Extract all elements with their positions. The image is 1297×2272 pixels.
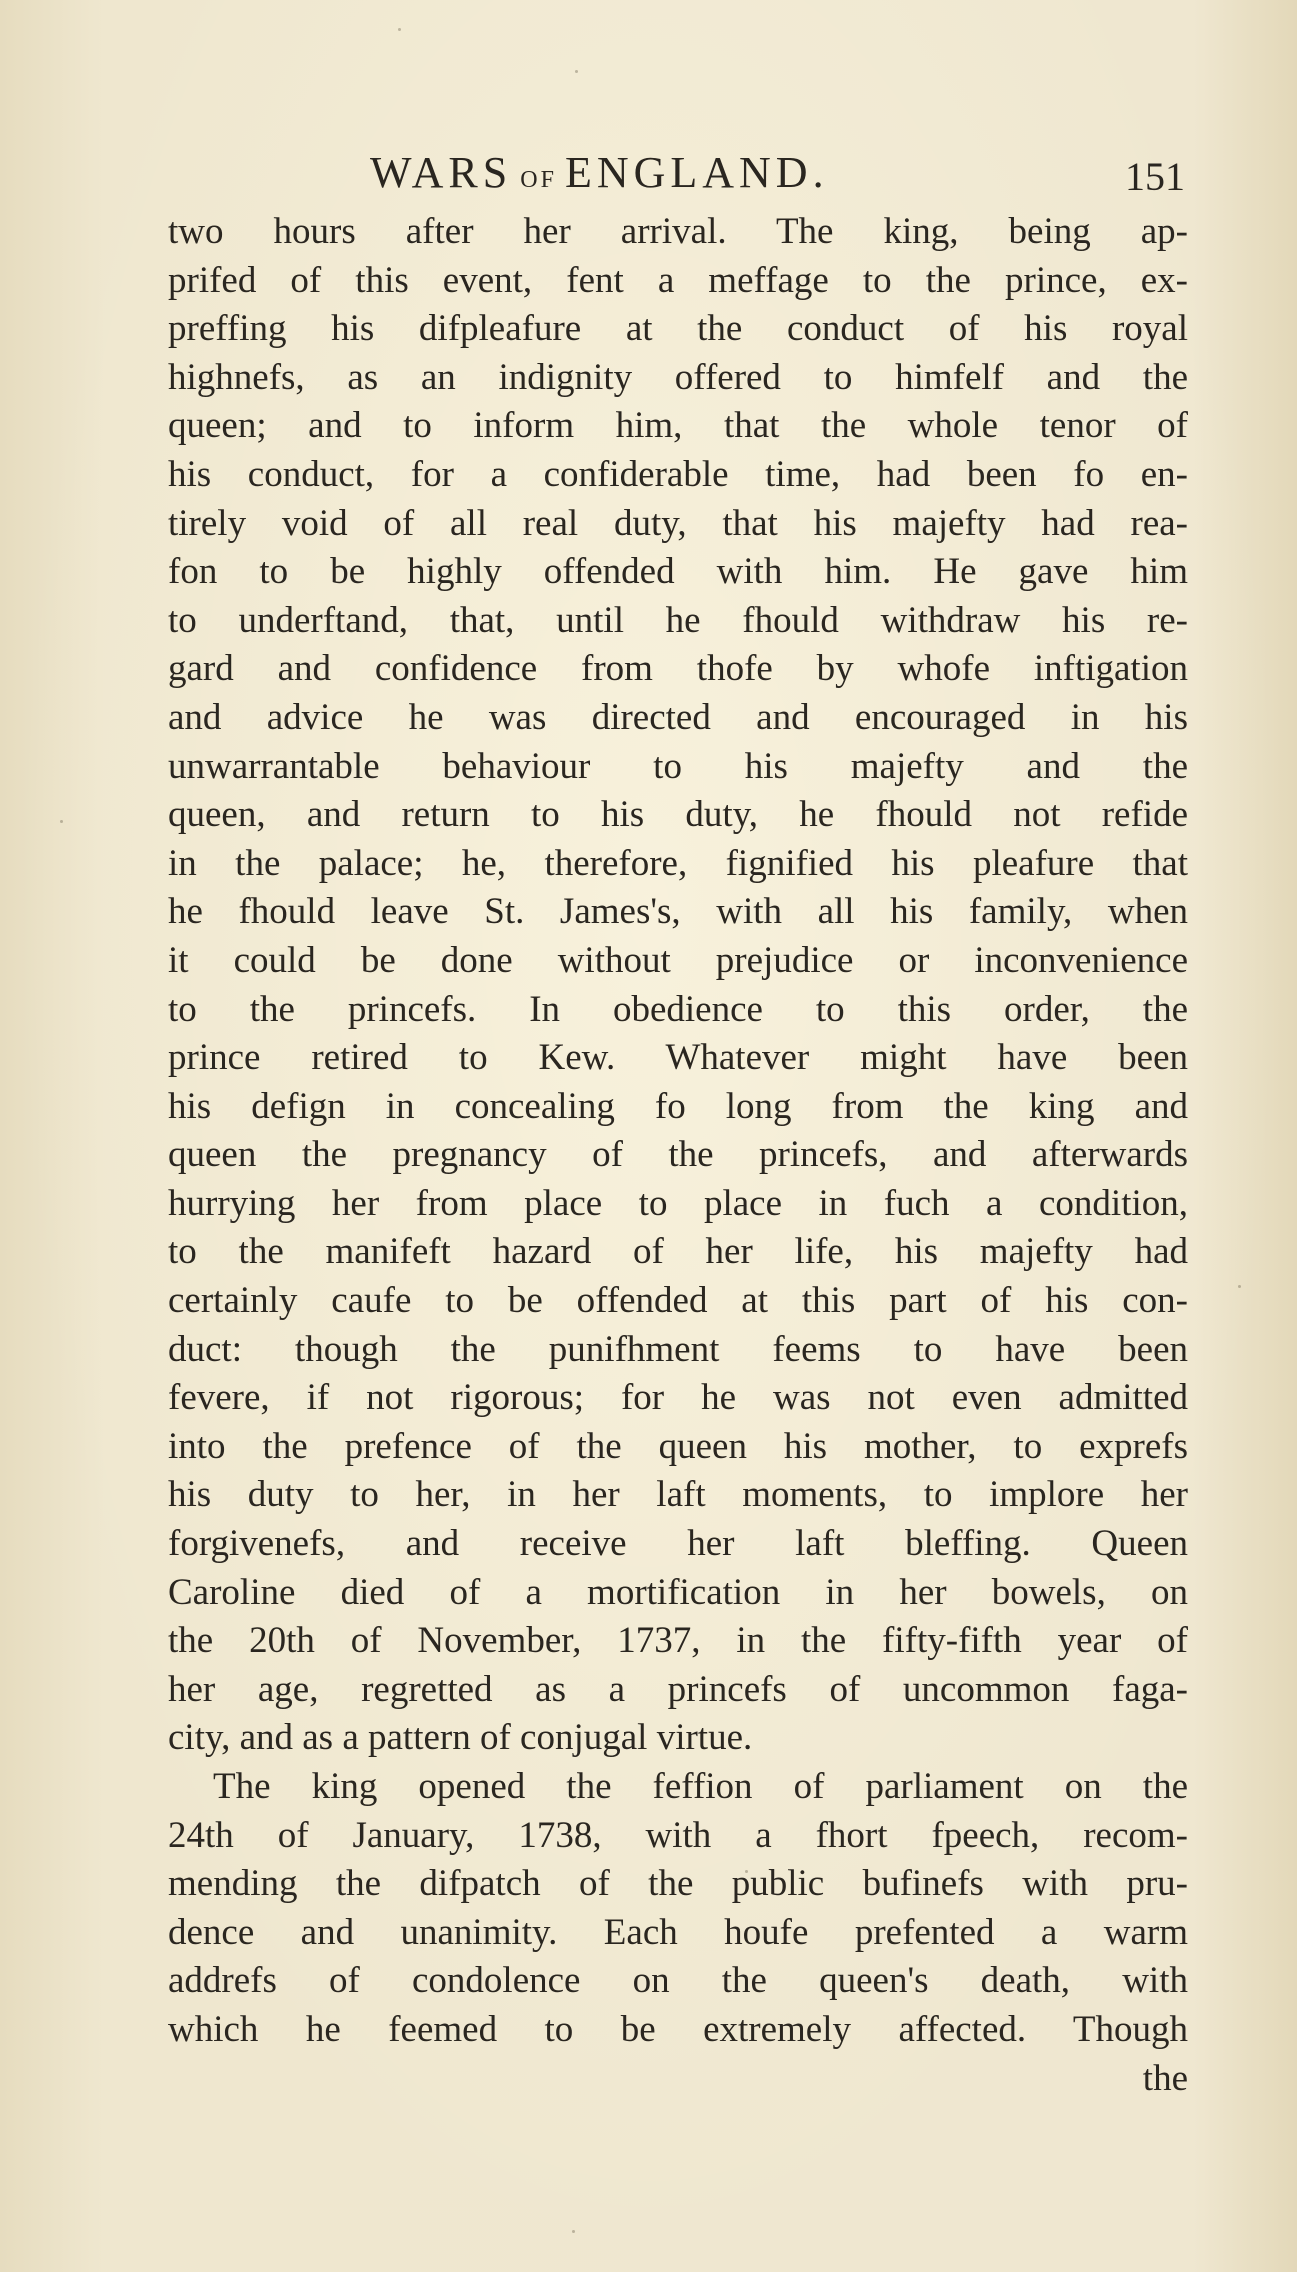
paper-speck	[575, 70, 578, 73]
text-line: unwarrantable behaviour to his majefty and the	[168, 745, 1188, 787]
text-line: the 20th of November, 1737, in the fifty-fifth year of	[168, 1620, 1188, 1662]
text-line: forgivenefs, and receive her laft bleffing. Queen	[168, 1523, 1188, 1565]
paper-speck	[60, 820, 63, 823]
text-line: her age, regretted as a princefs of uncommon faga-	[168, 1668, 1188, 1710]
text-line: it could be done without prejudice or inconvenience	[168, 939, 1188, 981]
text-line: to the manifeft hazard of her life, his majefty had	[168, 1231, 1188, 1273]
text-line: his defign in concealing fo long from the king and	[168, 1085, 1188, 1127]
text-line: queen, and return to his duty, he fhould not refide	[168, 794, 1188, 836]
text-line: which he feemed to be extremely affected. Though	[168, 2008, 1188, 2050]
text-line: certainly caufe to be offended at this part of his con-	[168, 1280, 1188, 1322]
paper-speck	[572, 2230, 575, 2233]
text-line: city, and as a pattern of conjugal virtue.	[168, 1717, 753, 1759]
text-line: dence and unanimity. Each houfe prefented a warm	[168, 1911, 1188, 1953]
paper-speck	[398, 28, 401, 31]
running-title-of: OF	[520, 167, 557, 193]
text-line: in the palace; he, therefore, fignified his pleafure that	[168, 842, 1188, 884]
text-line: addrefs of condolence on the queen's death, with	[168, 1960, 1188, 2002]
text-line: two hours after her arrival. The king, being ap-	[168, 211, 1188, 252]
text-line: queen the pregnancy of the princefs, and afterwards	[168, 1134, 1188, 1176]
text-line: prince retired to Kew. Whatever might have been	[168, 1037, 1188, 1079]
text-line: duct: though the punifhment feems to have been	[168, 1328, 1188, 1370]
text-line: gard and confidence from thofe by whofe inftigation	[168, 648, 1188, 690]
page-number: 151	[1125, 154, 1185, 199]
body-text	[168, 208, 1188, 2103]
text-line: fevere, if not rigorous; for he was not even admitted	[168, 1377, 1188, 1419]
text-line: to underftand, that, until he fhould withdraw his re-	[168, 599, 1188, 641]
text-line: highnefs, as an indignity offered to himfelf and the	[168, 356, 1188, 398]
text-line: preffing his difpleafure at the conduct of his royal	[168, 308, 1188, 350]
text-line: mending the difpatch of the public bufinefs with pru-	[168, 1863, 1188, 1905]
text-line: prifed of this event, fent a meffage to the prince, ex-	[168, 259, 1188, 301]
paper-speck	[1238, 1285, 1241, 1288]
running-title-wars: WARS	[370, 148, 513, 197]
text-line: he fhould leave St. James's, with all his family, when	[168, 891, 1188, 933]
text-line: tirely void of all real duty, that his majefty had rea-	[168, 502, 1188, 544]
text-line: and advice he was directed and encouraged in his	[168, 696, 1188, 738]
text-line: fon to be highly offended with him. He gave him	[168, 551, 1188, 593]
text-line: queen; and to inform him, that the whole tenor of	[168, 405, 1188, 447]
running-head	[165, 148, 1185, 198]
text-line: into the prefence of the queen his mother, to exprefs	[168, 1425, 1188, 1467]
text-line: 24th of January, 1738, with a fhort fpeech, recom-	[168, 1814, 1188, 1856]
running-title-england: ENGLAND.	[564, 148, 829, 197]
paper-speck	[745, 1870, 748, 1873]
catchword: the	[1142, 2057, 1188, 2099]
running-title	[370, 148, 829, 205]
text-line: to the princefs. In obedience to this order, the	[168, 988, 1188, 1030]
text-line: The king opened the feffion of parliament on the	[213, 1766, 1188, 1807]
text-line: hurrying her from place to place in fuch a condition,	[168, 1182, 1188, 1224]
text-line: his conduct, for a confiderable time, had been fo en-	[168, 453, 1188, 495]
text-line: his duty to her, in her laft moments, to implore her	[168, 1474, 1188, 1516]
text-line: Caroline died of a mortification in her bowels, on	[168, 1571, 1188, 1613]
